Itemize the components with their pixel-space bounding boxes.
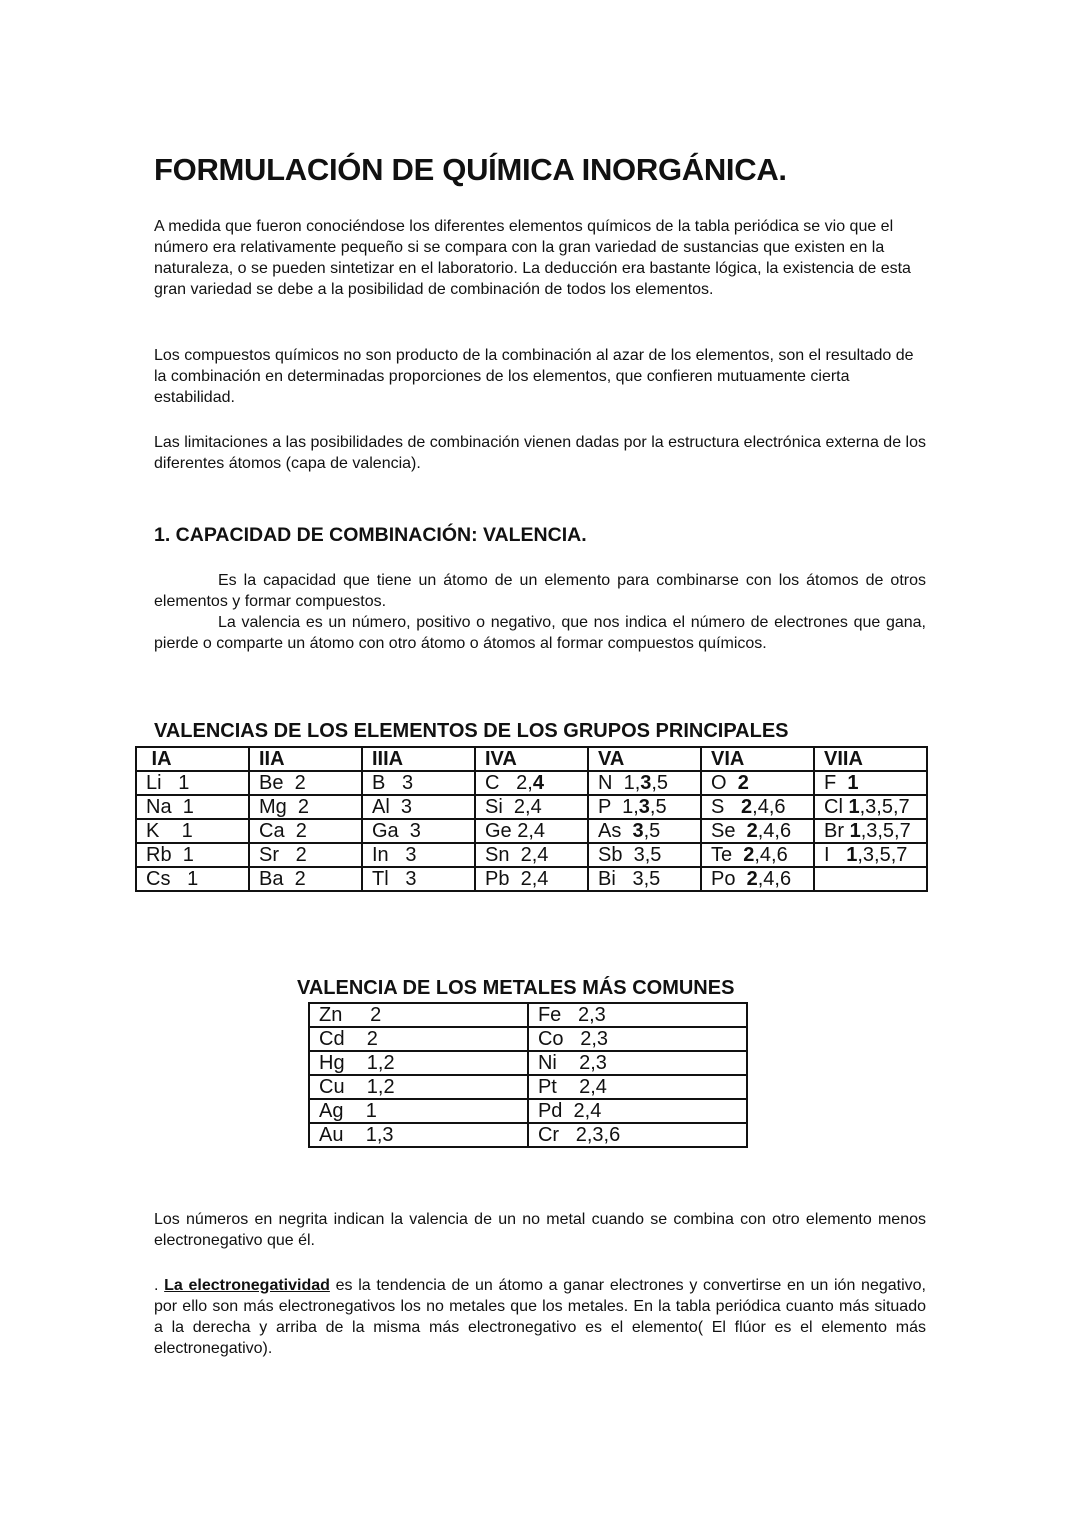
valence-text [735,868,746,890]
element-symbol: B [372,772,386,794]
valence-bold: 2 [743,844,755,866]
element-symbol: Po [711,868,736,890]
valence-text: 3,5 [615,868,661,890]
element-valence-cell [249,771,362,795]
page-title: FORMULACIÓN DE QUÍMICA INORGÁNICA. [154,152,787,187]
valence-bold: 2 [746,868,758,890]
valence-bold: 3 [640,772,652,794]
element-valence-cell [701,819,814,843]
element-symbol: Br [824,820,844,842]
electronegativity-term: La electronegatividad [164,1277,330,1294]
element-valence-cell [701,771,814,795]
element-symbol: Sn [485,844,510,866]
valence-text: 1 [161,772,190,794]
valence-text: 2 [286,796,310,818]
valence-text: ,3,5,7 [859,796,910,818]
valence-text: ,3,5,7 [860,820,911,842]
valence-text: ,4,6 [757,820,792,842]
element-symbol: Ca [259,820,285,842]
valence-text: 2 [279,844,307,866]
element-valence-cell [475,843,588,867]
element-symbol: Bi [598,868,616,890]
metal-valence-cell: Cd 2 [309,1027,528,1051]
valence-text [724,796,741,818]
element-symbol: Na [146,796,172,818]
metal-valence-cell: Zn 2 [309,1003,528,1027]
element-symbol: S [711,796,725,818]
valence-text: 2 [283,868,306,890]
element-valence-cell [475,819,588,843]
valence-text: 3,5 [622,844,662,866]
electronegativity-paragraph [154,1275,926,1359]
valence-text: 2,4 [509,868,549,890]
valence-text: 2 [283,772,306,794]
element-symbol: Ba [259,868,284,890]
element-valence-cell [249,819,362,843]
valence-text: ,3,5,7 [857,844,908,866]
element-symbol: Te [711,844,733,866]
valence-text: ,5 [643,820,661,842]
groups-table-body [136,747,927,891]
element-valence-cell [814,795,927,819]
valence-text [727,772,738,794]
element-symbol: Cs [146,868,171,890]
element-symbol: Li [146,772,162,794]
group-header-cell: VA [588,747,701,771]
table-row [309,1123,747,1147]
element-valence-cell [814,843,927,867]
element-valence-cell [701,843,814,867]
metals-table-caption: VALENCIA DE LOS METALES MÁS COMUNES [297,977,735,999]
metal-valence-cell: Pd 2,4 [528,1099,747,1123]
valence-bold: 3 [632,820,644,842]
valence-text: 2,4 [511,820,546,842]
groups-valence-table [135,746,928,892]
metal-valence-cell: Co 2,3 [528,1027,747,1051]
intro-paragraph-3: Las limitaciones a las posibilidades de combinación vienen dadas por la estructura electrónica externa de los diferentes átomos (capa de valencia). [154,434,926,472]
electronegativity-lead: . [154,1277,165,1294]
element-valence-cell [588,867,701,891]
element-valence-cell [136,867,249,891]
element-valence-cell [249,795,362,819]
metal-valence-cell: Cr 2,3,6 [528,1123,747,1147]
groups-table-caption: VALENCIAS DE LOS ELEMENTOS DE LOS GRUPOS PRINCIPALES [154,720,789,742]
electronegativity-text: es la tendencia de un átomo a ganar electrones y convertirse en un ión negativo, por ello son más electronegativos los no metales que los metales. En la tabla periódica cuanto más situado a la derecha y arriba de la misma más electronegativo es el elemento( El flúor es el elemento más electronegativo). [154,1277,926,1357]
table-row [309,1075,747,1099]
element-valence-cell [588,819,701,843]
valence-text: 2,4 [509,844,549,866]
valence-text [621,820,632,842]
table-row [136,795,927,819]
element-valence-cell [588,771,701,795]
valence-text: 1 [171,796,194,818]
valence-bold: 1 [847,772,859,794]
valence-text: 1 [171,844,194,866]
valence-text: 3 [389,796,413,818]
element-symbol: C [485,772,500,794]
valence-text: ,5 [651,772,669,794]
valence-text: ,4,6 [757,868,792,890]
element-symbol: Sb [598,844,623,866]
group-header-cell: VIIA [814,747,927,771]
element-valence-cell [814,819,927,843]
table-row [309,1099,747,1123]
valence-text: 1 [170,868,199,890]
element-valence-cell [588,843,701,867]
valence-bold: 2 [737,772,749,794]
element-symbol: F [824,772,837,794]
valence-number-text: La valencia es un número, positivo o negativo, que nos indica el número de electrones que gana, pierde o comparte un átomo con otro átomo o átomos al formar compuestos químicos. [154,614,926,652]
valence-bold: 4 [532,772,544,794]
metal-valence-cell: Hg 1,2 [309,1051,528,1075]
valence-text: 2 [284,820,307,842]
element-valence-cell [362,867,475,891]
valence-text: 3 [385,772,414,794]
valence-text [735,820,746,842]
valence-text: ,5 [649,796,667,818]
table-row [136,771,927,795]
valence-text: 1, [610,796,639,818]
valence-text: 3 [388,868,417,890]
element-symbol: As [598,820,622,842]
element-symbol: O [711,772,727,794]
group-header-cell: IIA [249,747,362,771]
valence-bold: 2 [746,820,758,842]
element-valence-cell [362,771,475,795]
valence-bold: 1 [849,820,861,842]
element-symbol: Be [259,772,284,794]
valence-text: 3 [398,820,421,842]
intro-paragraph-2: Los compuestos químicos no son producto de la combinación al azar de los elementos, son el resultado de la combinación en determinadas proporciones de los elementos, que confieren mutuamente cierta estabilidad. [154,347,914,406]
group-header-cell: VIA [701,747,814,771]
element-valence-cell [475,771,588,795]
element-valence-cell [701,867,814,891]
intro-paragraph-1: A medida que fueron conociéndose los diferentes elementos químicos de la tabla periódica se vio que el número era relativamente pequeño si se compara con la gran variedad de sustancias que existen en la naturaleza, o se pueden sintetizar en el laboratorio. La deducción era bastante lógica, la existencia de esta gran variedad se debe a la posibilidad de combinación de todos los elementos. [154,218,911,298]
element-valence-cell [475,867,588,891]
element-symbol: N [598,772,613,794]
valence-definition-text: Es la capacidad que tiene un átomo de un elemento para combinarse con los átomos de otros elementos y formar compuestos. [154,572,926,610]
metal-valence-cell: Au 1,3 [309,1123,528,1147]
element-symbol: Ge [485,820,512,842]
valence-text: 2,4 [502,796,542,818]
table-row [309,1003,747,1027]
element-symbol: Mg [259,796,287,818]
element-valence-cell [362,843,475,867]
valence-definition-paragraph [154,570,926,612]
group-header-cell: IVA [475,747,588,771]
valence-bold: 3 [638,796,650,818]
valence-text: ,4,6 [752,796,786,818]
table-row [136,819,927,843]
element-valence-cell [475,795,588,819]
metal-valence-cell: Ni 2,3 [528,1051,747,1075]
valence-text [830,844,847,866]
element-valence-cell [814,771,927,795]
element-valence-cell [249,843,362,867]
valence-text: 1, [612,772,641,794]
section-heading: 1. CAPACIDAD DE COMBINACIÓN: VALENCIA. [154,524,587,546]
valence-bold: 1 [846,844,858,866]
table-row [309,1027,747,1051]
table-row [136,867,927,891]
valence-text: ,4,6 [754,844,788,866]
valence-text: 2, [499,772,533,794]
element-valence-cell [136,795,249,819]
valence-bold: 1 [848,796,860,818]
element-symbol: P [598,796,611,818]
element-symbol: Pb [485,868,510,890]
metals-table-body [309,1003,747,1147]
element-symbol: Cl [824,796,843,818]
metal-valence-cell: Ag 1 [309,1099,528,1123]
valence-text: 3 [388,844,417,866]
metals-valence-table [308,1002,748,1148]
metal-valence-cell: Pt 2,4 [528,1075,747,1099]
valence-text [732,844,743,866]
group-header-cell: IIIA [362,747,475,771]
metal-valence-cell: Fe 2,3 [528,1003,747,1027]
element-symbol: Rb [146,844,172,866]
valence-number-paragraph [154,612,926,654]
element-symbol: Tl [372,868,389,890]
valence-text [836,772,847,794]
element-valence-cell [362,819,475,843]
valence-bold: 2 [741,796,753,818]
element-valence-cell [814,867,927,891]
element-symbol: Sr [259,844,279,866]
bold-note-paragraph: Los números en negrita indican la valencia de un no metal cuando se combina con otro elemento menos electronegativo que él. [154,1211,926,1249]
element-valence-cell [249,867,362,891]
element-valence-cell [362,795,475,819]
element-valence-cell [701,795,814,819]
element-symbol: Si [485,796,503,818]
group-header-cell: IA [136,747,249,771]
element-valence-cell [588,795,701,819]
element-symbol: Al [372,796,390,818]
element-valence-cell [136,771,249,795]
table-row [136,843,927,867]
element-symbol: Se [711,820,736,842]
element-valence-cell [136,819,249,843]
groups-header-row [136,747,927,771]
valence-text: 1 [159,820,193,842]
element-valence-cell [136,843,249,867]
element-symbol: In [372,844,389,866]
table-row [309,1051,747,1075]
element-symbol: Ga [372,820,399,842]
element-symbol: K [146,820,160,842]
metal-valence-cell: Cu 1,2 [309,1075,528,1099]
element-symbol: I [824,844,830,866]
